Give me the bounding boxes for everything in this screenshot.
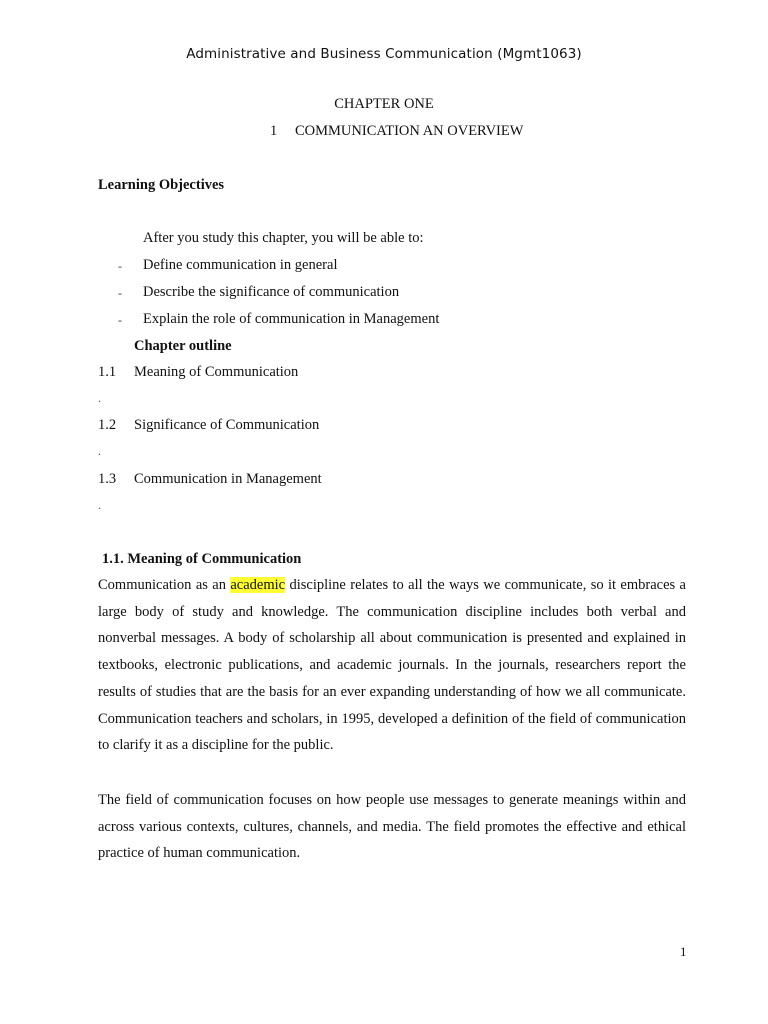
paragraph-text: discipline relates to all the ways we communicate, so it embraces a large body of study and knowledge. The communication discipline includes both verbal and nonverbal messages. A body of scholarship all about communication is presented and explained in textbooks, electronic publications, and academic journals. In the journals, researchers report the results of studies that are the basis for an ever expanding understanding of how we all communicate. Communication teachers and scholars, in 1995, developed a definition of the field of communication to clarify it as a discipline for the public. bbox=[98, 577, 686, 754]
chapter-number: 1 bbox=[270, 123, 278, 139]
outline-item: Communication in Management bbox=[134, 471, 322, 487]
outline-item: Significance of Communication bbox=[134, 417, 320, 433]
objective-item: Describe the significance of communication bbox=[143, 284, 400, 300]
outline-number: 1.3 bbox=[98, 471, 117, 487]
bullet-dash: - bbox=[118, 313, 122, 327]
page-number: 1 bbox=[680, 944, 687, 959]
bullet-dash: - bbox=[118, 259, 122, 273]
section-heading: 1.1. Meaning of Communication bbox=[102, 551, 302, 567]
outline-dot: . bbox=[98, 444, 101, 458]
document-header: Administrative and Business Communication (Mgmt1063) bbox=[186, 46, 582, 62]
section-paragraph bbox=[98, 572, 686, 759]
paragraph-text: The field of communication focuses on how people use messages to generate meanings within and across various contexts, cultures, channels, and media. The field promotes the effective and ethical practice of human communication. bbox=[98, 792, 686, 862]
paragraph-text: Communication as an bbox=[98, 577, 231, 593]
highlighted-word: academic bbox=[230, 577, 286, 593]
bullet-dash: - bbox=[118, 286, 122, 300]
objectives-intro: After you study this chapter, you will be able to: bbox=[143, 230, 424, 246]
learning-objectives-heading: Learning Objectives bbox=[98, 177, 225, 193]
outline-dot: . bbox=[98, 498, 101, 512]
outline-dot: . bbox=[98, 391, 101, 405]
outline-item: Meaning of Communication bbox=[134, 364, 299, 380]
chapter-label: CHAPTER ONE bbox=[334, 96, 434, 112]
outline-number: 1.1 bbox=[98, 364, 117, 380]
objective-item: Explain the role of communication in Management bbox=[143, 311, 440, 327]
section-paragraph bbox=[98, 787, 686, 867]
chapter-title: COMMUNICATION AN OVERVIEW bbox=[295, 123, 524, 139]
outline-number: 1.2 bbox=[98, 417, 117, 433]
chapter-outline-heading: Chapter outline bbox=[134, 338, 232, 354]
objective-item: Define communication in general bbox=[143, 257, 338, 273]
